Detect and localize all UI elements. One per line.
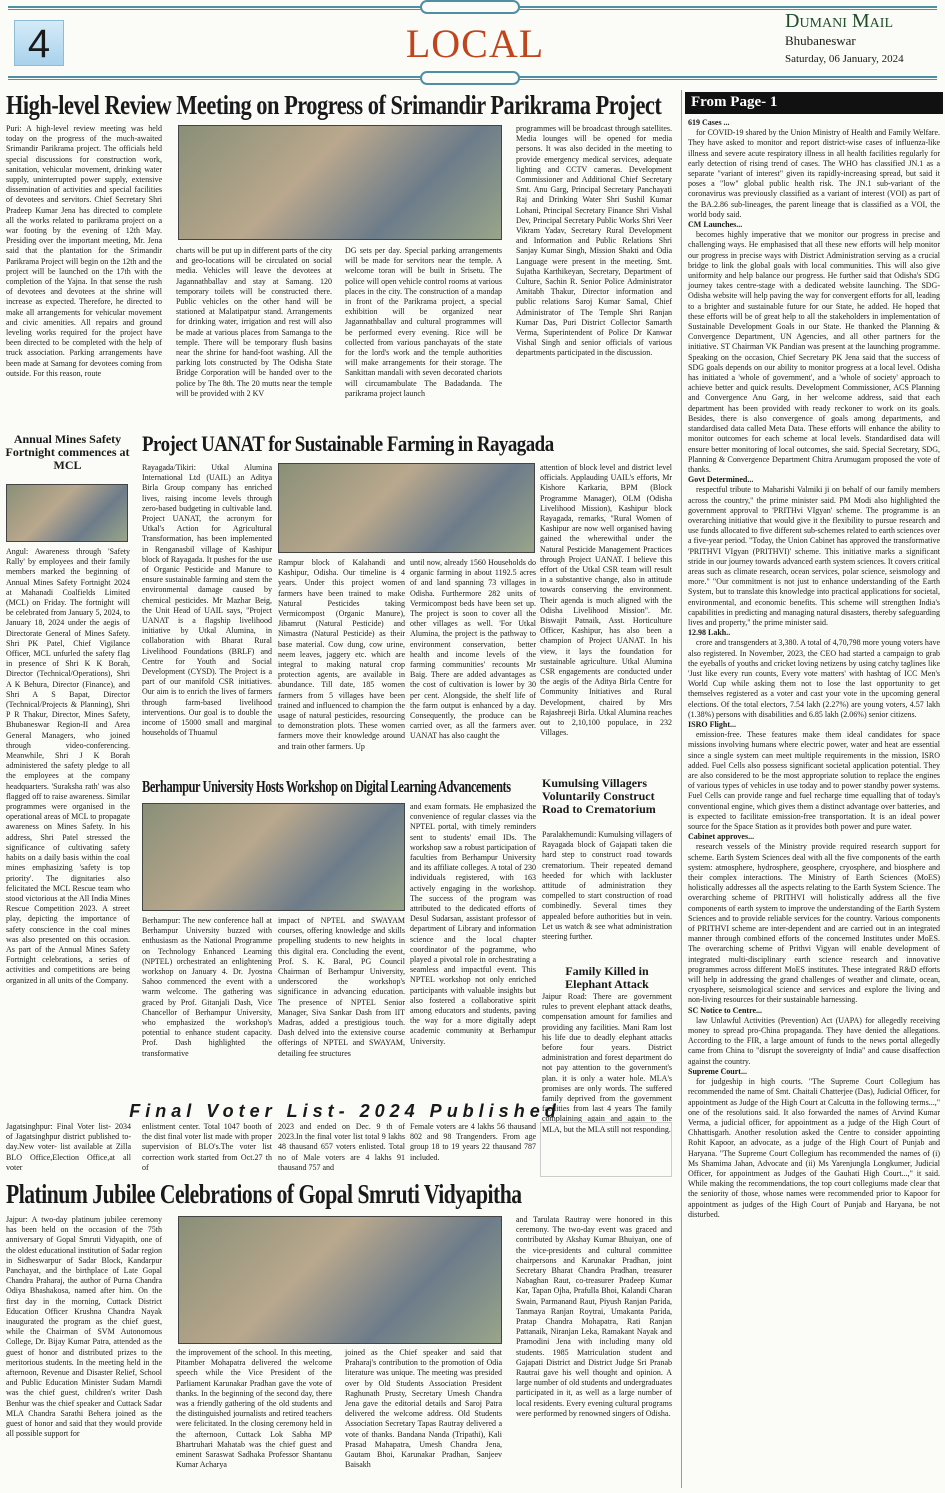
continuation-text: respectful tribute to Maharishi Valmiki ji on behalf of our family members across the country," the prime minister said. PM Modi also highlighted the government approval to 'PRITHvi VIgyan' scheme. The programme is an overarching initiative that would give it the flexibility to pursue research and use funds allocated to five different sub-schemes related to earth sciences over a five-year period. "Today, the Union Cabinet has approved the transformative 'PRITHVI VIgyan (PRITHVI)' scheme. This initiative marks a significant stride in our journey towards advanced earth system sciences. It covers critical areas such as climate research, ocean services, polar science, seismology and more." "Our commitment is not just to enhance understanding of the Earth System, but to translate this knowledge into practical applications for societal, environmental, and economic benefits. This scheme will strengthen India's capabilities in predicting and managing natural disasters, thereby safeguarding lives and property," the prime minister said. — [688, 485, 940, 627]
article-column: DG sets per day. Special parking arrangements will be made for servitors near the temple. A welcome toran will be built in Srisetu. The police will open vehicle control rooms at various places in the city. The construction of a mandap in front of the Parikrama project, a special exhibition will be organized near Jagannathballav and cultural programmes will be performed every evening. Rice will be collected from various panchayats of the state for the lord's work and the temple authorities will make arrangements for their storage. The Sankittan mandali with seven decorated chariots will circumambulate The Badadanda. The parikrama project launch — [345, 246, 502, 398]
article-column: attention of block level and district level officials. Applauding UAIL's efforts, Mr Kishore Karkaria, BPM (Block Programme Manager), OLM (Odisha Livelihood Mission), Kashipur block Rayagada, remarks, "Rural Women of Kashipur are now well organised having gained the wherewithal under the Natural Pesticide Management Practices through Project UANAT. I believe this effort of the Utkal CSR team will result in a substantive change, also in attitude towards conserving the environment. Their agenda is much aligned with the Odisha Livelihood Mission". Mr. Biswajit Patnaik, Asst. Horticulture Officer, Kashipur, has also been a champion of Project UANAT. In his view, it lays the foundation for sustainable agriculture. Utkal Alumina CSR engagements are conducted under the aegis of the Aditya Birla Centre for Community Initiatives and Rural Development, chaired by Mrs Rajashreeji Birla. Utkal Alumina reaches out to 2,10,100 populace, in 232 Villages. — [540, 463, 672, 738]
ornament-icon — [420, 0, 520, 14]
headline-uanat: Project UANAT for Sustainable Farming in Rayagada — [142, 431, 554, 456]
continuation-kicker: ISRO Flight... — [688, 719, 737, 729]
article-column: Jajpur: A two-day platinum jubilee ceremony has been held on the occasion of the 75th anniversary of Gopal Smruti Vidyapith, one of the oldest educational institution of Sadar region in Sidheswarpur of Sadar Block, Kandarpur Panchayat, and the birthplace of Late Gopal Chandra Praharaj, the author of Purna Chandra Odiya Bhashakosa, named after him. On the first day in the morning, Cuttack District Education Officer Krushna Chandra Nayak inaugurated the program as the chief guest, while the Chairman of SVM Autonomous College, Dr. Bijay Kumar Patra, attended as the guest of honor and distributed prizes to the meritorious students. In the meeting held in the afternoon, Revenue and Disaster Relief, School and Public Education Minister Sudam Marndi was the chief guest, children's writer Dash Benhur was the chief speaker and Cuttack Sadar MLA Chandra Sarathi Behera joined as the guest of honor and said that they would provide all possible support for — [6, 1215, 162, 1439]
article-column: Puri: A high-level review meeting was held today on the progress of the much-awaited Srimandir Parikrama project. The officials held special discussions for construction work, sanitation, vehicular movement, drinking water supply, uninterrupted power supply, extensive dissemination of activities and special facilities of devotees and servitors. Chief Secretary Shri Pradeep Kumar Jena has directed to complete all the works related to parikrama project on a war footing by the evening of 12th May. Presiding over the important meeting, Mr. Jena said that the plantation for the Srimandir Parikrama Project will begin on the 12th and the project will be launched on the 17th with the completion of the Yajna. In that sense the rush of devotees and devotees at the shrine will increase as expected. Therefore, he directed to make all arrangements for vehicular movement and civic amenities. All repairs and ground leveling works required for the project have been directed to be completed with the help of truck association. Parking arrangements have been made at Samang for devotees coming from outside. For this reason, route — [6, 124, 162, 378]
article-column: Female voters are 4 lakhs 56 thausand 802 and 98 Trangenders. From age group 18 to 19 years 22 thausand 787 included. — [410, 1122, 536, 1162]
headline-berhampur: Berhampur University Hosts Workshop on Digital Learning Advancements — [142, 777, 511, 796]
article-column: Jagatsinghpur: Final Voter list- 2034 of Jagatsinghpur district published to- day.New voter- list available at Zilla BLO Office,Election Office,at all voter — [6, 1122, 131, 1172]
edition-date: Saturday, 06 January, 2024 — [785, 53, 904, 65]
continuation-kicker: Govt Determined... — [688, 475, 754, 485]
continuation-text: emission-free. These features make them ideal candidates for space missions involving humans where electric power, water and heat are essential since a single system can meet multiple requirements in the mission, ISRO added. Fuel Cells also possess significant societal application potential. They are also considered to be the most appropriate solution to replace the engines of various types of vehicles in use today and to power standby power systems. Fuel Cells can provide range and fuel recharge time equalling that of today's conventional engine, which gives them a distinct advantage over batteries, and is expected to facilitate emission-free transportation. It is an ideal power source for the Space Station as it provides both power and pure water. — [688, 730, 940, 832]
continuation-kicker: 12.98 Lakh.. — [688, 628, 731, 638]
photo-review-meeting — [178, 125, 502, 240]
headline-mines-safety: Annual Mines Safety Fortnight commences at MCL — [5, 432, 130, 472]
headline-elephant-attack: Family Killed in Elephant Attack — [565, 964, 649, 991]
headline-voter-list: Final Voter List- 2024 Published — [129, 1101, 561, 1121]
continuation-text: for COVID-19 shared by the Union Ministry of Health and Family Welfare. They have asked to monitor and report district-wise cases of influenza-like illness and severe acute respiratory illness in all health facilities regularly for early detection of rising trend of cases. The WHO has classified JN.1 as a separate "variant of interest" given its rapidly-increasing spread, but said it poses a "low" global public health risk. The JN.1 sub-variant of the coronavirus was previously classified as a variant of interest (VOI) as part of the BA.2.86 sub-lineages, the parent lineage that is classified as a VOI, the world body said. — [688, 128, 940, 219]
article-column: Rayagada/Tikiri: Utkal Alumina International Ltd (UAIL) an Aditya Birla Group company has enriched lives, raising income levels through zero-based budgeting in cultivable land. Project UANAT, the acronym for Utkal's Action for Agricultural Transformation, has been implemented in Renganasbil village of Kashipur block of Rayagada. It pushes for the use of Organic Pesticide and Manure to ensure sustainable farming and stem the environmental damage caused by chemical pesticides. Mr Mazhar Beig, the Unit Head of UAIL says, "Project UANAT is a flagship livelihood initiative by Utkal Alumina, in collaboration with Bharat Rural Livelihood Foundations (BRLF) and Centre for Youth and Social Development (CYSD). The Project is a part of our manifold CSR initiatives. Our aim is to enrich the lives of farmers through farm-based livelihood interventions. Our goal is to double the income of 15000 small and marginal households of Thuamul — [142, 463, 272, 738]
article-column: programmes will be broadcast through satellites. Media lounges will be opened for media persons. It was also decided in the meeting to provide emergency medical services, adequate lighting and CCTV cameras. Development Commissioner and Additional Chief Secretary Smt. Anu Garg, Principal Secretary Panchayati Raj and Drinking Water Shri Sushil Kumar Lohani, Principal Secretary Finance Shri Vishal Dev, Principal Secretary Public Works Shri Veer Vikram Yadav, Secretary Rural Development and Information and Public Relations Shri Sanjay Kumar Singh, Mission Shakti and Odia Language were present in the meeting. Smt. Sujatha Karthikeyan, Secretary, Department of Culture, Sachin R. Senior Police Administrator Amitabh Thakur, Director information and public relations Saroj Kumar Samal, Chief Administrator of The Temple Shri Ranjan Kumar Das, Puri District Collector Samarth Verma, Superintendent of Police Dr Kanwar Vishal Singh and senior officials of various departments participated in the discussion. — [516, 124, 672, 358]
masthead: Dumani Mail — [785, 10, 893, 32]
headline-srimandir: High-level Review Meeting on Progress of Srimandir Parikrama Project — [6, 90, 662, 120]
continuation-text: research vessels of the Ministry provide required research support for scheme. Earth System Sciences deal with all the five components of the earth system: atmosphere, hydrosphere, geosphere, cryosphere, and biosphere and their complex interactions. The Ministry of Earth Sciences (MoES) holistically addresses all the aspects relating to the Earth System Science. The overarching scheme of PRITHVI will holistically address all the five components of earth system to improve the understanding of the Earth System Sciences and to provide reliable services for the country. Various components of PRITHVI scheme are inter-dependent and are carried out in an integrated manner through combined efforts of the concerned Institutes under MoES. The overarching scheme of Prithvi Vigyan will enable development of integrated multi-disciplinary earth science research and innovative programmes across different MoES institutes. These integrated R&D efforts will help in addressing the grand challenges of weather and climate, ocean, cryosphere, seismological science and services and explore the living and non-living resources for their sustainable harnessing. — [688, 842, 940, 1005]
photo-women-farmers — [278, 463, 535, 553]
headline-kumulsing: Kumulsing Villagers Voluntarily Construct Road to Crematorium — [542, 776, 656, 816]
article-column: joined as the Chief speaker and said that Praharaj's contribution to the promotion of Odia literature was unique. The meeting was presided over by Old Students Association President Raghunath Prusty, Secretary Umesh Chandra Jena gave the editorial details and Saroj Patra delivered the welcome address. Old Students Association Secretary Tapas Rautray delivered a vote of thanks. Bandana Nanda (Tripathi), Kali Prasad Mahapatra, Umesh Chandra Jena, Gautam Bhoi, Karunakar Pradhan, Sanjeev Baisakh — [345, 1348, 502, 1470]
article-column: Rampur block of Kalahandi and Kashipur, Odisha. Our timeline is 4 years. Under this project women farmers have been trained to make Natural Pesticides taking Vermicompost (Organic Manure), Jibamrut (Natural Pesticide) and Nimastra (Natural Pesticide) as their base material. Cow dung, cow urine, neem leaves, jaggery etc. which are integral to making natural crop protection agents, are available in abundance. Till date, 185 women farmers from 5 villages have been trained and influenced to champion the usage of natural pesticides, resourcing to demonstration plots. These women farmers move their knowledge around and train other farmers. Up — [278, 558, 405, 751]
article-column: Berhampur: The new conference hall at Berhampur University buzzed with enthusiasm as the National Programme on Technology Enhanced Learning (NPTEL) orchestrated an enlightening workshop on January 4. Dr. Jyostna Sahoo commenced the event with a warm welcome. The gathering was graced by Prof. Gitanjali Dash, Vice Chancellor of Berhampur University, who emphasized the workshop's potential to enhance student capacity. Prof. Dash highlighted the transformative — [142, 916, 272, 1058]
article-column: and Tarulata Rautray were honored in this ceremony. The two-day event was graced and contributed by Akshay Kumar Bhuiyan, one of the vice-presidents and cultural committee chairpersons and Karunakar Pradhan, joint Secretary Bharat Chandra Pradhan, treasurer Nabaghan Raut, co-treasurer Pradeep Kumar Kar, Tapan Ojha, Prafulla Bhoi, Kalandi Charan Swain, Parmanand Raut, Piyush Ranjan Parida, Tanmaya Ranjan Roytrai, Umakanta Parida, Pratap Chandra Mohapatra, Rati Ranjan Pattanaik, Niranjan Leka, Ramakant Nayak and Pramodini Jena with including many old students. 1985 Matriculation student and Gajapati District and District Judge Sri Pranab Rautrai gave his well thought and opinion. A large number of old students and undergraduates participated in it, as well as a large number of local residents. Every evening cultural programs were performed by renowned singers of Odisha. — [516, 1215, 672, 1418]
ornament-icon — [420, 71, 520, 85]
section-title: LOCAL — [405, 21, 545, 66]
article-column: Angul: Awareness through 'Safety Rally' by employees and their family members marked the beginning of Annual Mines Safety Fortnight 2024 at Mahanadi Coalfields Limited (MCL) on Friday. The fortnight will be celebrated from January 5, 2024, to January 18, 2024 under the aegis of Directorate General of Mines Safety. Shri PK Patel, Chief Vigilance Officer, MCL unfurled the safety flag in presence of Shri K K Borah, Director (Technical/Operations), Shri A K Behura, Director (Finance), and Shri A S Bapat, Director (Technical/Projects & Planning), Shri P R Thakur, Director, Mines Safety, Bhubaneswar Region-II and Area General Managers, who joined through video-conferencing. Meanwhile, Shri J K Borah administered the safety pledge to all the employees at the company headquarters. 'Suraksha rath' was also flagged off to raise awareness. Similar programmes were organised in the operational areas of MCL to propagate awareness on Mines Safety. In his address, Shri Patel stressed the significance of cultivating safety habits on a daily basis within the coal mines emphasizing 'safety is top priority'. The dignitaries also felicitated the MCL Rescue team who stood victorious at the All India Mines Rescue Competition 2023. A street play, depicting the importance of safety conscience in the coal mines was also presented on this occasion. As part of the Annual Mines Safety Fortnight celebrations, a series of activities and competitions are being organized in all units of the Company. — [6, 547, 130, 985]
article-column: the improvement of the school. In this meeting, Pitamber Mohapatra delivered the welcome speech while the Vice President of the Parliament Karunakar Pradhan gave the vote of thanks. In the beginning of the second day, there was a friendly gathering of the old students and the distinguished journalists and retired teachers were felicitated. In the closing ceremony held in the afternoon, Cuttack Lok Sabha MP Bhartruhari Mahatab was the chief guest and eminent Saraswat Sadhaka Professor Shantanu Kumar Acharya — [176, 1348, 332, 1470]
article-column: impact of NPTEL and SWAYAM courses, offering knowledge and skills propelling students to new heights in this digital era. Concluding the event, Prof. S. K. Baral, PG Council Chairman of Berhampur University, underscored the workshop's significance in advancing education. The presence of NPTEL Senior Manager, Siva Sankar Dash from IIT Madras, added a prestigious touch. Dash delved into the extensive course offerings of NPTEL and SWAYAM, detailing fee structures — [278, 916, 405, 1058]
article-column: until now, already 1560 Households do organic farming in about 1192.5 acres of and land spanning 73 villages in Odisha. Furthermore 282 units of Vermicompost beds have been set up. The project is soon to cover all the other villages as well. 'For Utkal Alumina, the project is the pathway to environment conservation, better health and income levels of the farming communities' recounts Mr Baig. There are added advantages as the cost of cultivation is lower by 30 per cent. Alongside, the shelf life of the farm output is enhanced by a day. Consequently, the produce can be carried over, as all the farmers aver. UANAT has also caught the — [410, 558, 536, 741]
continuation-kicker: SC Notice to Centre... — [688, 1005, 763, 1015]
continuation-text: law Unlawful Activities (Prevention) Act (UAPA) for allegedly receiving money to spread pro-China propaganda. They have denied the allegations. According to the FIR, a large amount of funds to the news portal allegedly came from China to "disrupt the sovereignty of India" and cause disaffection against the country. — [688, 1015, 940, 1066]
article-column: enlistment center. Total 1047 booth of the dist final voter list made with proper supervision of BLO's.The voter list correction work started from Oct.27 th of — [142, 1122, 272, 1172]
continuation-kicker: Supreme Court... — [688, 1066, 747, 1076]
edition-city: Bhubaneswar — [785, 33, 856, 48]
article-column: 2023 and ended on Dec. 9 th of 2023.In the final voter list total 9 lakhs 48 thausand 657 voters enlisted. Total no of Male voters are 4 lakhs 91 thausand 757 and — [278, 1122, 405, 1172]
continuation-text: crore and transgenders at 3,380. A total of 4,70,798 more young voters have also registered. In November, 2023, the CEO had started a campaign to grab the eyeballs of youths and cricket loving netizens by using catchy taglines like 'Just like every run counts, Every vote matters' with hashtag of ICC Men's World Cup while asking them not to lose the last opportunity to get themselves registered as a voter and cast your vote in the upcoming general elections. Of the total electors, 7.54 lakh (2.27%) are young voters, 4.57 lakh (1.38%) persons with disabilities and 6.85 lakh (2.06%) senior citizens. — [688, 638, 940, 719]
continuation-text: becomes highly imperative that we monitor our progress in precise and challenging ways. He emphasised that all these new efforts will help monitor our progress in precise ways with District Administration serving as a crucial bridge to link the global goals with local communities. This will also give uniformity and help balance our progress. He further said that Odisha's SDG journey takes centre-stage with a dedicated website launching. The SDG-Odisha website will help paving the way for convergent efforts for all, leading to a brighter and sustainable future for our State, he added. He hoped that these efforts will be of great help to all the stakeholders in implementation of Sustainable Development Goals in our State. He thanked the Planning & Convergence Department, UN Agencies, and all other partners for the initiative. ST Chairman VK Pandian was present at the launching programme. Speaking on the occasion, Chief Secretary PK Jena said that the success of SDG goals depends on our ability to monitor progress at a local level. Odisha has initiated a 'whole of government', and a 'whole of society' approach to achieve better and quick results. Development Commissioner, ACS Planning and Convergence Anu Garg, in her welcome address, said that each department has been provided with ready reckoner to work on its goals. Besides, there is also convergence of goals among departments, and standardised data called Meta Data. These efforts will enhance the ability to monitor outcomes for each scheme at local levels. Standardised data will ensure better monitoring of local outcomes, she said. Special Secretary, SDG, Planning & Convergence Department Chitra Arumugam proposed the vote of thanks. — [688, 230, 940, 474]
article-column: and exam formats. He emphasized the convenience of regular classes via the NPTEL portal, with timely reminders sent to students' email IDs. The workshop saw a robust participation of faculties from Berhampur University and its affiliate colleges. A total of 230 individuals registered, with 163 actively engaging in the workshop. The success of the program was attributed to the dedicated efforts of Desul Sudarsan, assistant professor of department of Library and information science and the local chapter coordinator of the pogramme, who played a pivotal role in orchestrating a seamless and impactful event. This NPTEL workshop not only enriched participants with valuable insights but also fostered a collaborative spirit among educators and students, paving the way for a more digitally adept academic community at Berhampur University. — [410, 802, 536, 1046]
article-column: charts will be put up in different parts of the city and geo-locations will be circulated on social media. Vehicles will leave the devotees at Jagannathballav and stay at Samang. 120 temporary toilets will be constructed there. Public vehicles on the other hand will be stationed at Malatipatpur stand. Arrangements for drinking water, irrigation and rest will also be made at various places from Samanga to the temple. There will be temporary flush basins near the shrine for hand-foot washing. All the parking lots constructed by The Odisha State Bridge Corporation will be handed over to the police by The 8th. The 20 mutts near the temple will be provided with 2 KV — [176, 246, 332, 398]
headline-platinum-jubilee: Platinum Jubilee Celebrations of Gopal Smruti Vidyapitha — [6, 1179, 522, 1209]
page-number: 4 — [14, 20, 64, 66]
continuation-kicker: 619 Cases ... — [688, 118, 730, 127]
sidebar-divider — [681, 90, 682, 1488]
photo-safety-rally — [6, 484, 128, 542]
continuation-kicker: CM Launches... — [688, 220, 743, 230]
photo-jubilee-ceremony — [178, 1216, 502, 1344]
article-column: Paralakhemundi: Kumulsing villagers of Rayagada block of Gajapati taken die hard step to construct road towards crematorium. Their repeated demand heeded for which with lackluster attitude of administration they compelled to start construction of road combinedly. Several times they appealed before authorities but in vein. Let us watch & see what administration steering further. — [542, 830, 672, 942]
photo-workshop — [142, 803, 405, 911]
continuation-text: for judgeship in high courts. "The Supreme Court Collegium has recommended the name of Smt. Chaitali Chatterjee (Das), Judicial Officer, for appointment as Judge of the High Court at Calcutta in the following terms...," one of the resolutions said. It also forwarded the names of Arvind Kumar Verma, a judicial officer, for appointment as a judge of the High Court of Chhattisgarh. Another resolution asked the Centre to consider appointing Rohit Kapoor, an advocate, as a judge of the High Court of Punjab and Haryana. "The Supreme Court Collegium has recommended the names of (i) Ms Shamima Jahan, Advocate and (ii) Ms Yarenjungla Longkumer, Judicial Officer, for appointment as Judges of the Gauhati High Court...," it said. While making the recommendations, the top court collegiums made clear that the seniority of those, whose names were recommended prior to Kapoor for appointment as judges of the High Court of Punjab and Haryana, be not disturbed. — [688, 1077, 940, 1219]
article-column: Jaipur Road: There are government rules to prevent elephant attack deaths, compensation amount for families and providing any facilities. Mani Ram lost his life due to deadly elephant attacks before four years. District administration and forest department do not pay attention to the government's plan. it is only a water hole. MLA's promises are only words. The suffered family deprived from the government facilities from last 4 years The family complaining again and again to the MLA, but the MLA still not responding. — [542, 992, 672, 1134]
blank-space — [540, 1122, 672, 1177]
continuation-kicker: Cabinet approves... — [688, 832, 755, 842]
sidebar-continuations — [688, 118, 940, 1488]
sidebar-title: From Page- 1 — [685, 92, 943, 114]
